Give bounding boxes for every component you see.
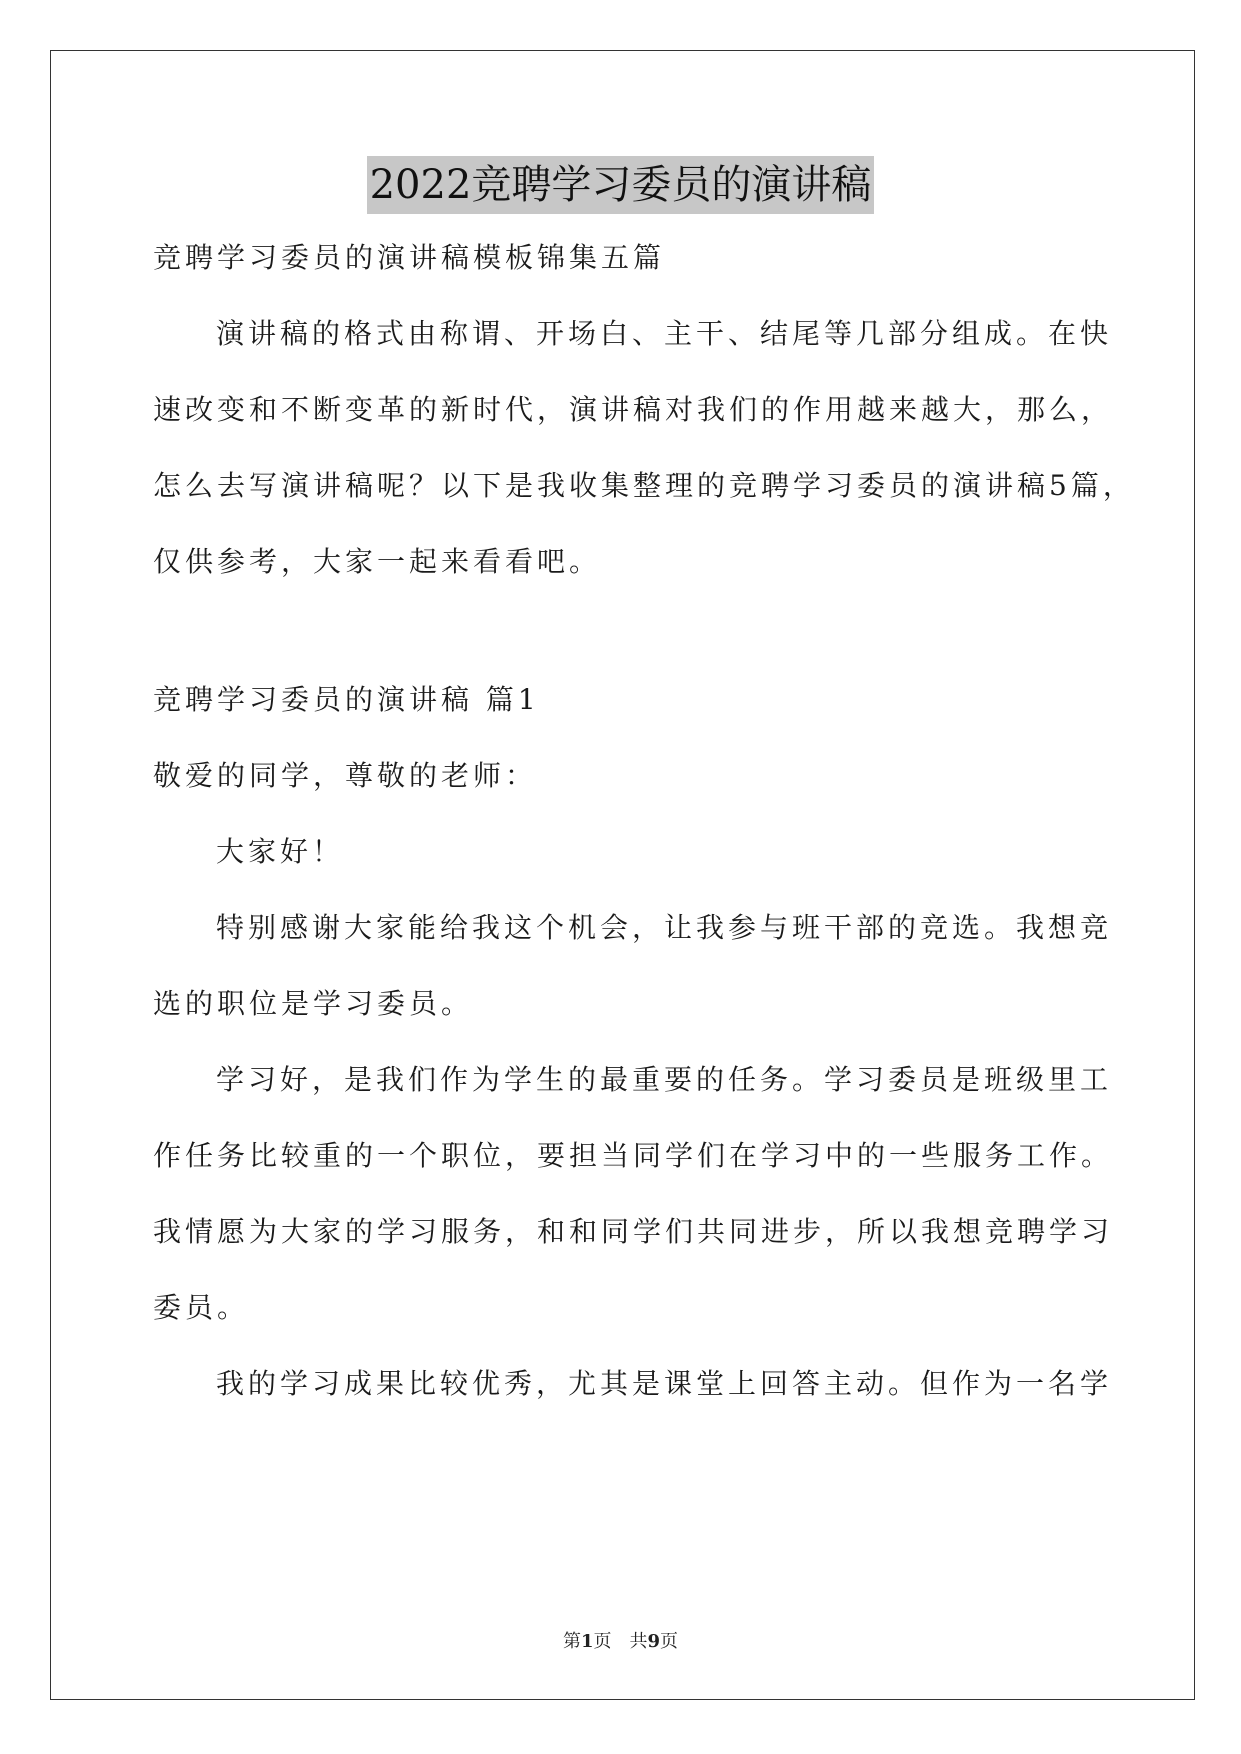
paragraph-line: 学习好，是我们作为学生的最重要的任务。学习委员是班级里工 [216, 1063, 1113, 1096]
page-prefix: 第 [562, 1631, 581, 1652]
paragraph-line: 作任务比较重的一个职位，要担当同学们在学习中的一些服务工作。 [153, 1139, 1114, 1172]
salutation-line: 敬爱的同学，尊敬的老师： [153, 759, 538, 792]
paragraph-line: 我的学习成果比较优秀，尤其是课堂上回答主动。但作为一名学 [216, 1367, 1113, 1400]
paragraph-line: 速改变和不断变革的新时代，演讲稿对我们的作用越来越大，那么， [153, 393, 1114, 426]
page-footer [0, 1630, 1241, 1654]
page-border [50, 50, 1195, 1700]
subtitle-line: 竞聘学习委员的演讲稿模板锦集五篇 [153, 241, 666, 274]
paragraph-line: 怎么去写演讲稿呢？以下是我收集整理的竞聘学习委员的演讲稿5篇， [153, 469, 1135, 502]
document-title: 2022竞聘学习委员的演讲稿 [367, 156, 875, 214]
page-suffix: 页 [660, 1631, 679, 1652]
page-current: 1 [580, 1631, 594, 1652]
paragraph-line: 演讲稿的格式由称谓、开场白、主干、结尾等几部分组成。在快 [216, 317, 1113, 350]
title-area [0, 156, 1241, 214]
page-total: 9 [647, 1631, 661, 1652]
paragraph-line: 我情愿为大家的学习服务，和和同学们共同进步，所以我想竞聘学习 [153, 1215, 1114, 1248]
greeting-line: 大家好！ [216, 835, 345, 868]
paragraph-line: 仅供参考，大家一起来看看吧。 [153, 545, 602, 578]
paragraph-line: 选的职位是学习委员。 [153, 987, 474, 1020]
paragraph-line: 特别感谢大家能给我这个机会，让我参与班干部的竞选。我想竞 [216, 911, 1113, 944]
paragraph-line: 委员。 [153, 1291, 250, 1324]
section-heading: 竞聘学习委员的演讲稿 篇1 [153, 683, 540, 716]
page-mid: 页 共 [593, 1631, 648, 1652]
